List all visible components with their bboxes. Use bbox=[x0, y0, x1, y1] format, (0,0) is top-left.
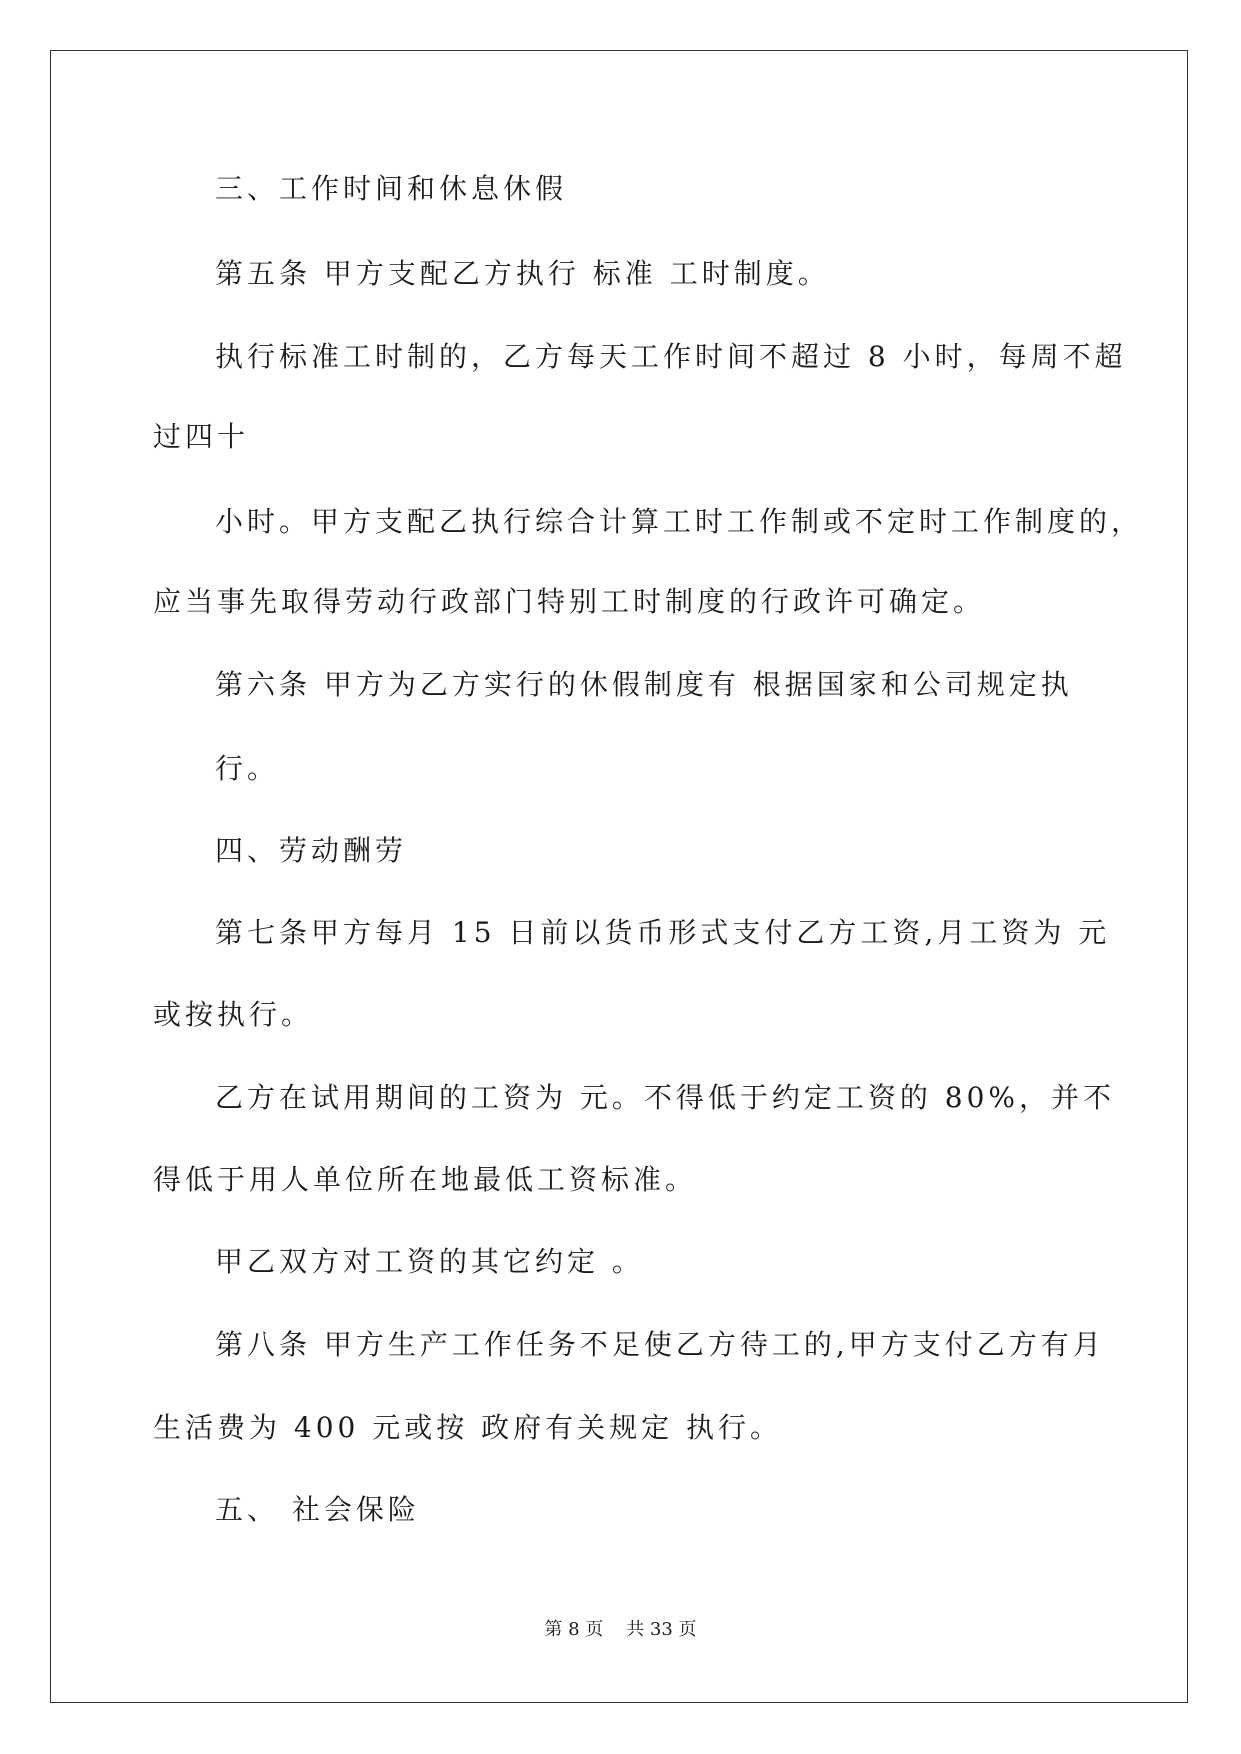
paragraph-line: 应当事先取得劳动行政部门特别工时制度的行政许可确定。 bbox=[153, 585, 986, 618]
paragraph-line: 第五条 甲方支配乙方执行 标准 工时制度。 bbox=[215, 257, 830, 290]
paragraph-line: 过四十 bbox=[153, 420, 250, 453]
paragraph-line: 生活费为 400 元或按 政府有关规定 执行。 bbox=[153, 1411, 783, 1444]
section-heading: 三、工作时间和休息休假 bbox=[215, 172, 568, 205]
paragraph-line: 得低于用人单位所在地最低工资标准。 bbox=[153, 1163, 698, 1196]
page-number-footer: 第 8 页 共 33 页 bbox=[544, 1619, 697, 1640]
paragraph-line: 乙方在试用期间的工资为 元。不得低于约定工资的 80%，并不 bbox=[215, 1081, 1116, 1114]
page-border bbox=[50, 50, 1188, 1703]
paragraph-line: 甲乙双方对工资的其它约定 。 bbox=[215, 1245, 644, 1278]
paragraph-line: 或按执行。 bbox=[153, 998, 314, 1031]
section-heading: 五、 社会保险 bbox=[215, 1493, 420, 1526]
paragraph-line: 小时。甲方支配乙执行综合计算工时工作制或不定时工作制度的， bbox=[215, 505, 1144, 538]
paragraph-line: 执行标准工时制的，乙方每天工作时间不超过 8 小时，每周不超 bbox=[215, 340, 1127, 373]
paragraph-line: 第八条 甲方生产工作任务不足使乙方待工的,甲方支付乙方有月 bbox=[215, 1328, 1105, 1361]
section-heading: 四、劳动酬劳 bbox=[215, 834, 408, 867]
paragraph-line: 第六条 甲方为乙方实行的休假制度有 根据国家和公司规定执 bbox=[215, 668, 1073, 701]
paragraph-line: 行。 bbox=[215, 752, 280, 785]
paragraph-line: 第七条甲方每月 15 日前以货币形式支付乙方工资,月工资为 元 bbox=[215, 916, 1111, 949]
